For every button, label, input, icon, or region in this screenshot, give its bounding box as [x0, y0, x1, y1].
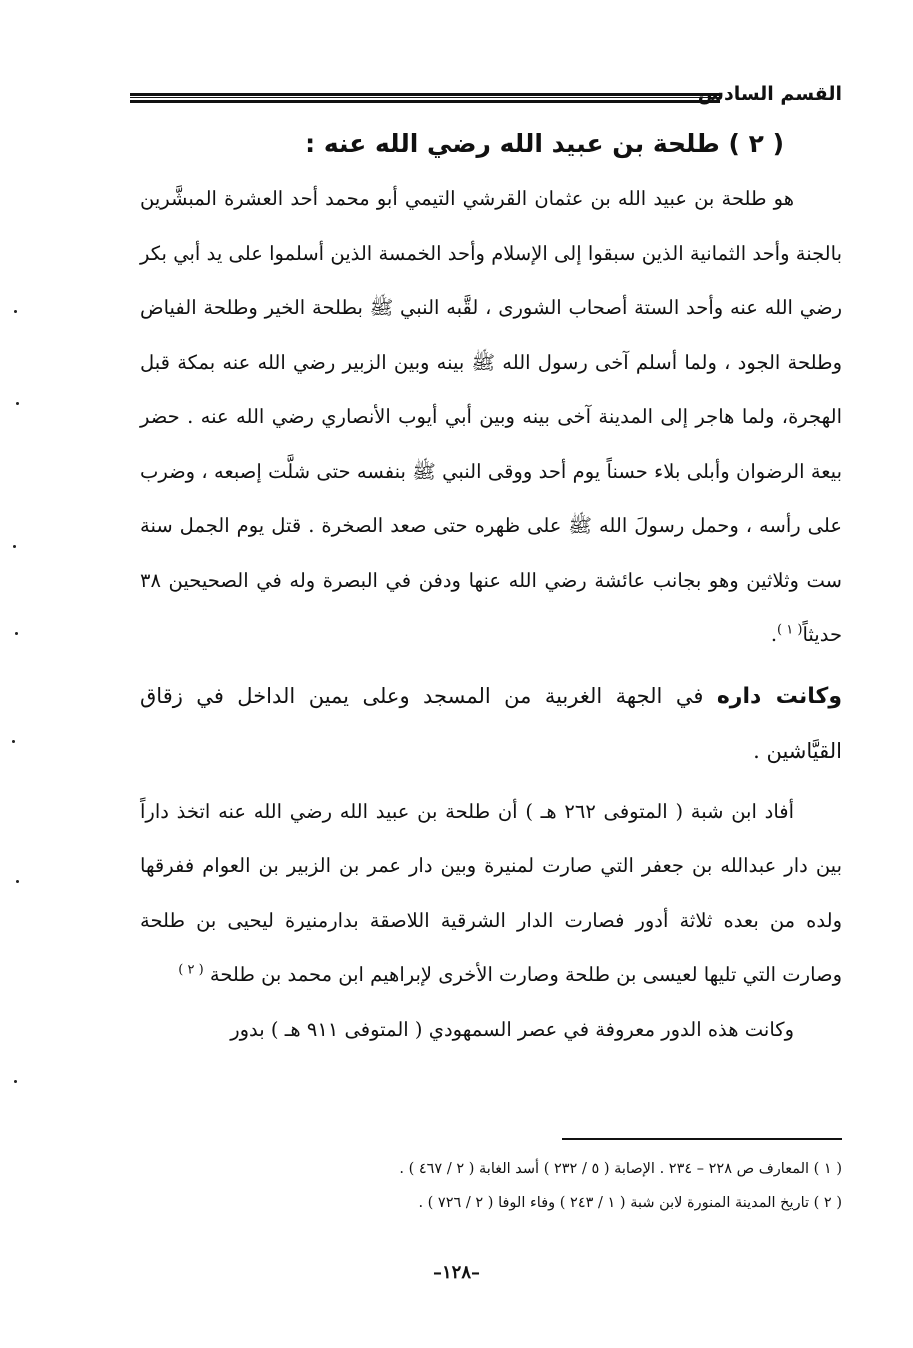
main-content [140, 122, 842, 1057]
paragraph-biography [140, 172, 842, 663]
footnote-ref-1: ( ١ ) [777, 622, 803, 638]
paragraph-ibn-shabba [140, 785, 842, 1003]
page-number: –١٢٨– [432, 1262, 480, 1283]
scan-speck [13, 545, 16, 548]
footnotes [140, 1152, 842, 1220]
footnote-2: ( ٢ ) تاريخ المدينة المنورة لابن شبة ( ١ / ٢٤٣ ) وفاء الوفا ( ٢ / ٧٢٦ ) . [418, 1195, 842, 1211]
scan-speck [15, 632, 18, 635]
paragraph-house-location [140, 669, 842, 779]
running-header [130, 82, 842, 112]
paragraph-house-lead: وكانت داره [716, 683, 842, 709]
scan-speck [16, 880, 19, 883]
footnote-1: ( ١ ) المعارف ص ٢٢٨ – ٢٣٤ . الإصابة ( ٥ / ٢٣٢ ) أسد الغابة ( ٢ / ٤٦٧ ) . [399, 1161, 842, 1177]
paragraph-samhudi [140, 1003, 842, 1058]
paragraph-house-text: في الجهة الغربية من المسجد وعلى يمين الداخل في زقاق القيَّاشين . [140, 683, 842, 763]
footnote-ref-2: ( ٢ ) [178, 962, 204, 978]
scan-speck [12, 740, 15, 743]
paragraph-biography-text: هو طلحة بن عبيد الله بن عثمان القرشي التيمي أبو محمد أحد العشرة المبشَّرين بالجنة وأحد الثمانية الذين سبقوا إلى الإسلام وأحد الخمسة الذين أسلموا على يد أبي بكر رضي الله عنه وأحد الستة أصحاب الشورى ، لقَّبه النبي ﷺ بطلحة الخير وطلحة الفياض وطلحة الجود ، ولما أسلم آخى رسول الله ﷺ بينه وبين الزبير رضي الله عنه بمكة قبل الهجرة، ولما هاجر إلى المدينة آخى بينه وبين أبي أيوب الأنصاري رضي الله عنه . حضر بيعة الرضوان وأبلى بلاء حسناً يوم أحد ووقى النبي ﷺ بنفسه حتى شلَّت إصبعه ، وضرب على رأسه ، وحمل رسولَ الله ﷺ على ظهره حتى صعد الصخرة . قتل يوم الجمل سنة ست وثلاثين وهو بجانب عائشة رضي الله عنها ودفن في البصرة وله في الصحيحين ٣٨ حديثاً [140, 187, 842, 646]
scan-speck [14, 310, 17, 313]
header-title: القسم السادس [697, 83, 842, 105]
section-heading: ( ٢ ) طلحة بن عبيد الله رضي الله عنه : [305, 129, 784, 158]
paragraph-samhudi-text: وكانت هذه الدور معروفة في عصر السمهودي ( المتوفى ٩١١ هـ ) بدور [230, 1017, 794, 1041]
paragraph-biography-tail: . [770, 623, 778, 646]
header-rule [130, 93, 720, 103]
paragraph-ibn-shabba-text: أفاد ابن شبة ( المتوفى ٢٦٢ هـ ) أن طلحة بن عبيد الله رضي الله عنه اتخذ داراً بين دار عبدالله بن جعفر التي صارت لمنيرة وبين دار عمر بن الزبير بن العوام ففرقها ولده من بعده ثلاثة أدور فصارت الدار الشرقية اللاصقة بدارمنيرة ليحيى بن طلحة وصارت التي تليها لعيسى بن طلحة وصارت الأخرى لإبراهيم ابن محمد بن طلحة [140, 799, 842, 986]
footnote-separator [562, 1138, 842, 1140]
scan-speck [16, 402, 19, 405]
scan-speck [14, 1080, 17, 1083]
